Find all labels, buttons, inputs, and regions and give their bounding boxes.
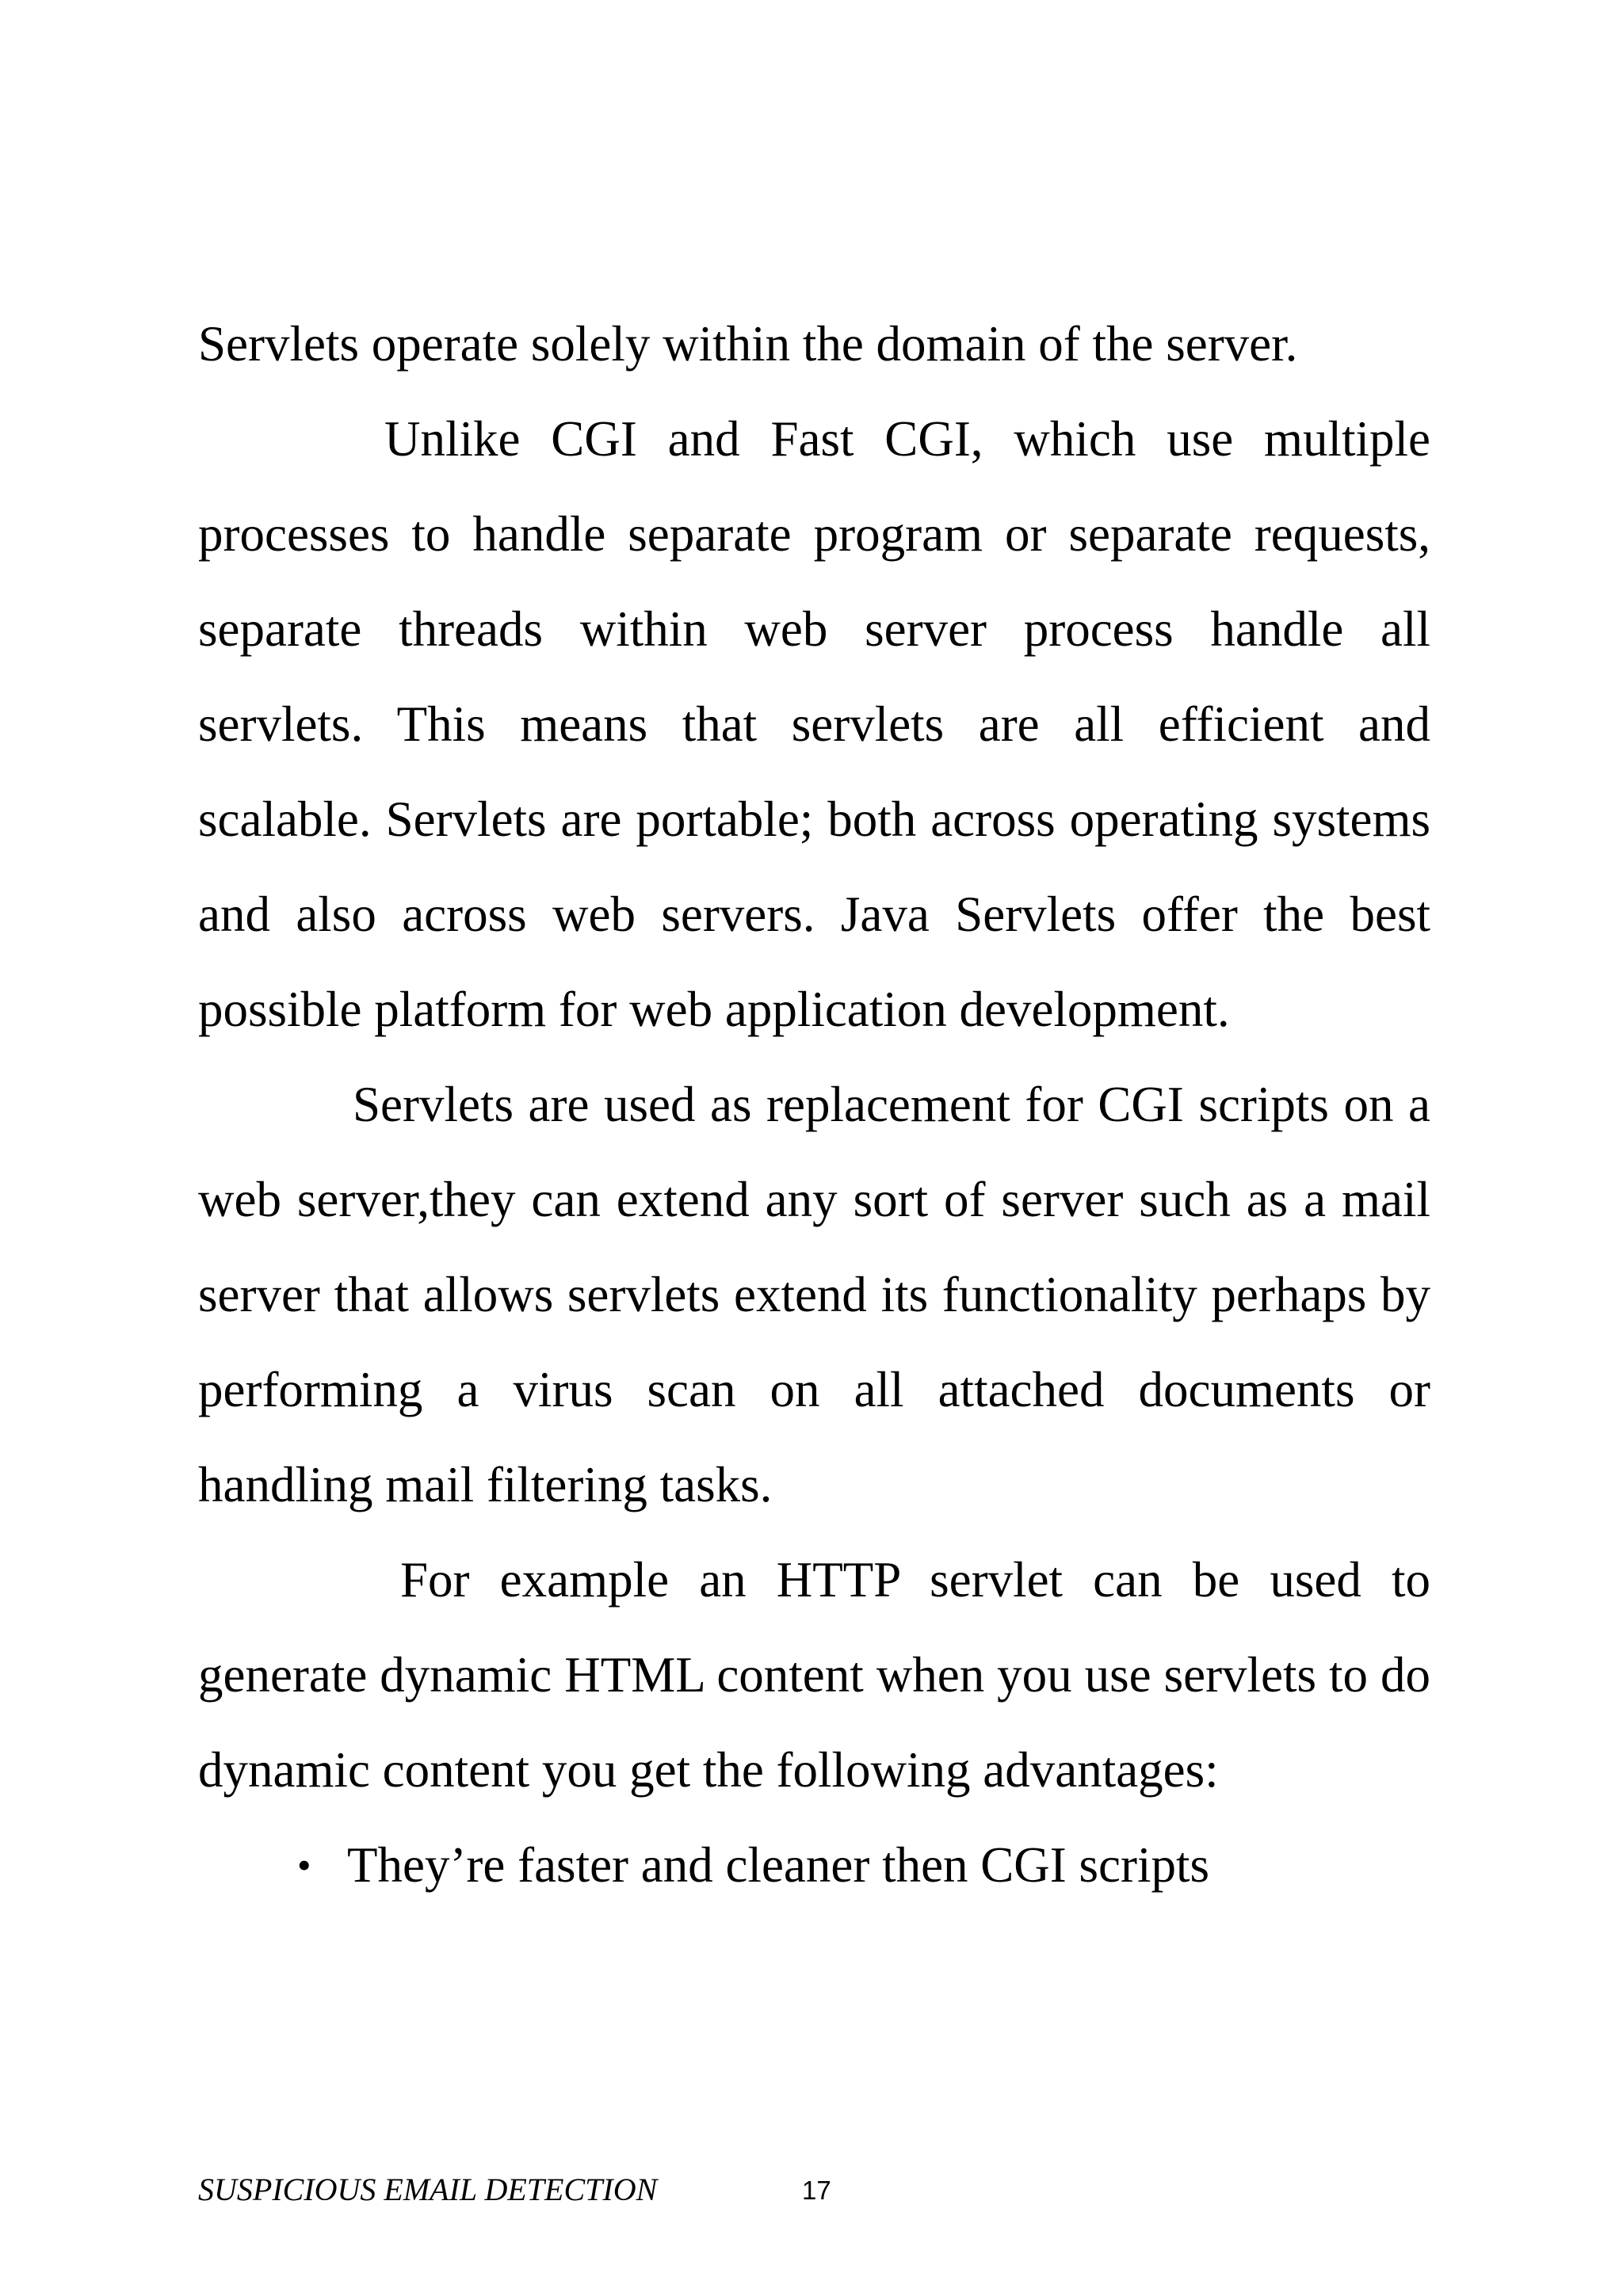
paragraph-replacement: Servlets are used as replacement for CGI scripts on a web server,they can extend any sort of server such as a mail server that allows servlets extend its functionality perhaps by performing a virus scan on all attached documents or handling mail filtering tasks.	[198, 1077, 1430, 1512]
paragraph-example: For example an HTTP servlet can be used to generate dynamic HTML content when you use servlets to do dynamic content you get the following advantages:	[198, 1552, 1430, 1798]
body-text	[198, 296, 1430, 1913]
paragraph-threads: Unlike CGI and Fast CGI, which use multiple processes to handle separate program or separate requests, separate threads within web server process handle all servlets. This means that servlets are all efficient and scalable. Servlets are portable; both across operating systems and also across web servers. Java Servlets offer the best possible platform for web application development.	[198, 411, 1430, 1037]
advantages-list	[198, 1817, 1430, 1913]
paragraph-intro: Servlets operate solely within the domain of the server.	[198, 316, 1298, 372]
bullet-icon: •	[297, 1843, 311, 1887]
page-footer	[198, 2169, 1466, 2210]
list-item-text: They’re faster and cleaner then CGI scripts	[347, 1837, 1210, 1893]
page-number: 17	[802, 2176, 831, 2205]
list-item	[198, 1817, 1430, 1913]
footer-title: SUSPICIOUS EMAIL DETECTION	[198, 2172, 658, 2207]
